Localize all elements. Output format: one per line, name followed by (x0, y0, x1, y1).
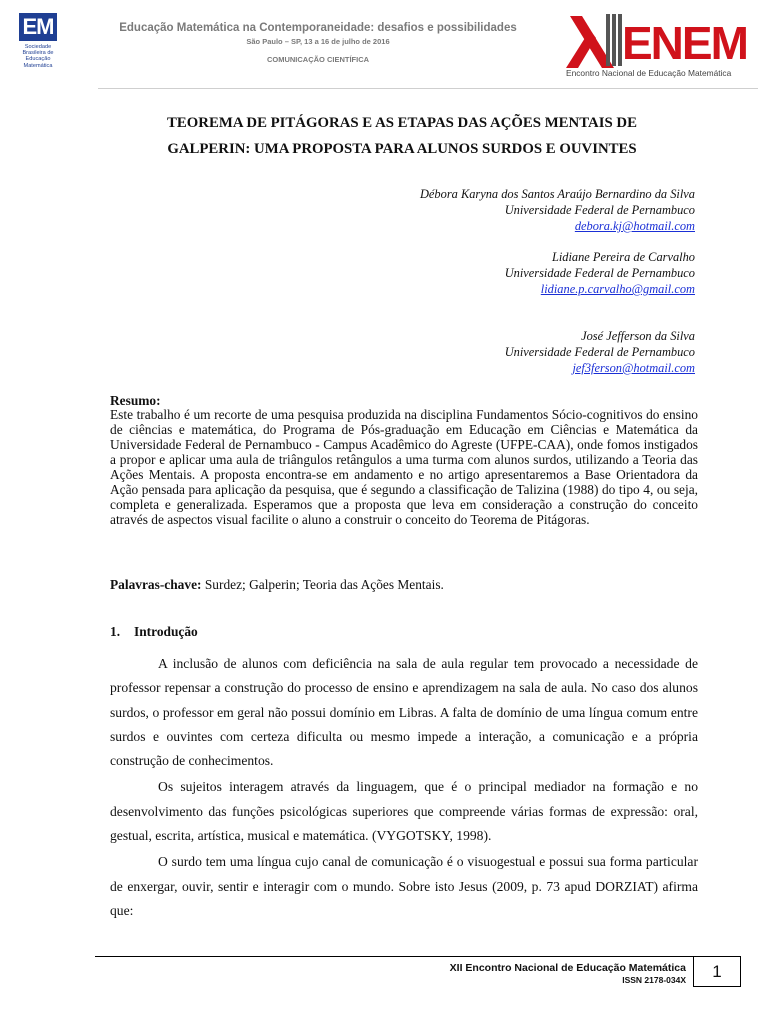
body-paragraph: Os sujeitos interagem através da linguagem, que é o principal mediador na formação e no desenvolvimento das funções psicológicas superiores que compreende várias formas de expressão: oral, gestual, escrita, artística, musical e matemática. (VYGOTSKY, 1998). (110, 779, 698, 844)
sbem-caption-line: Brasileira de (22, 50, 54, 57)
abstract-text: Este trabalho é um recorte de uma pesquisa produzida na disciplina Fundamentos Sócio-cognitivos do ensino de ciências e matemática, do Programa de Pós-graduação em Educação em Ciências e Matemática da Universidade Federal de Pernambuco - Campus Acadêmico do Agreste (UFPE-CAA), onde fomos instigados a propor e aplicar uma aula de triângulos retângulos a uma turma com alunos surdos, utilizando a Teoria das Ações Mentais. A proposta encontra-se em andamento e no artigo apresentaremos a Base Orientadora da Ação pensada para aplicação da pesquisa, que é segundo a classificação de Talizina (1988) do tipo 4, ou seja, completa e generalizada. Esperamos que a proposta que leva em consideração a construção do conceito através de aspectos visual facilite o aluno a construir o conceito do Teorema de Pitágoras. (110, 407, 698, 527)
paper-title-line: TEOREMA DE PITÁGORAS E AS ETAPAS DAS AÇÕES MENTAIS DE (167, 115, 637, 131)
section-heading (110, 624, 198, 640)
footer-conference: XII Encontro Nacional de Educação Matemática (449, 962, 686, 974)
abstract-heading: Resumo: (110, 393, 161, 408)
keywords-line (110, 577, 698, 592)
sbem-caption-line: Matemática (23, 62, 53, 69)
footer-issn: ISSN 2178-034X (622, 975, 686, 985)
author-block (335, 328, 695, 376)
paper-type: COMUNICAÇÃO CIENTÍFICA (266, 55, 370, 64)
body-paragraph: A inclusão de alunos com deficiência na sala de aula regular tem provocado a necessidade de professor repensar a construção do processo de ensino e aprendizagem na sala de aula. No caso dos alunos surdos, o professor em geral não possui domínio em Libras. A falta de domínio de uma língua comum entre surdos e ouvintes com certeza dificulta ou mesmo impede a interação, a comunicação e a própria construção de conhecimentos. (110, 656, 698, 769)
conference-date: São Paulo – SP, 13 a 16 de julho de 2016 (246, 37, 390, 46)
sbem-logo-caption (14, 44, 62, 69)
footer-divider (95, 956, 693, 957)
sbem-caption-line: Sociedade (24, 44, 52, 50)
author-affiliation: Universidade Federal de Pernambuco (504, 266, 695, 280)
section-number: 1. (110, 624, 121, 639)
author-name: Débora Karyna dos Santos Araújo Bernardino da Silva (419, 187, 695, 201)
keywords-label: Palavras-chave: (110, 577, 202, 592)
author-block (335, 186, 695, 234)
sbem-caption-line: Educação (25, 56, 51, 63)
author-name: José Jefferson da Silva (581, 329, 695, 343)
paper-title (100, 110, 704, 162)
paper-title-line: GALPERIN: UMA PROPOSTA PARA ALUNOS SURDOS E OUVINTES (167, 141, 637, 157)
enem-logo-text: ENEM (622, 17, 747, 69)
sbem-logo (14, 12, 62, 72)
author-email-link[interactable]: debora.kj@hotmail.com (574, 219, 695, 233)
author-email-link[interactable]: lidiane.p.carvalho@gmail.com (540, 282, 695, 296)
keywords-values: Surdez; Galperin; Teoria das Ações Mentais. (204, 577, 444, 592)
author-affiliation: Universidade Federal de Pernambuco (504, 203, 695, 217)
author-email-link[interactable]: jef3ferson@hotmail.com (572, 361, 695, 375)
author-affiliation: Universidade Federal de Pernambuco (504, 345, 695, 359)
sbem-logo-mark: EM (19, 13, 57, 41)
section-title: Introdução (134, 624, 198, 639)
author-name: Lidiane Pereira de Carvalho (551, 250, 695, 264)
conference-title: Educação Matemática na Contemporaneidade: desafios e possibilidades (119, 22, 517, 34)
header-divider (98, 88, 758, 89)
section-body (110, 652, 698, 925)
author-block (335, 249, 695, 297)
body-paragraph: O surdo tem uma língua cujo canal de comunicação é o visuogestual e possui sua forma particular de enxergar, ouvir, sentir e interagir com o mundo. Sobre isto Jesus (2009, p. 73 apud DORZIAT) afirma que: (110, 854, 698, 918)
page-number: 1 (693, 956, 741, 987)
enem-logo-subtitle: Encontro Nacional de Educação Matemática (566, 68, 732, 78)
